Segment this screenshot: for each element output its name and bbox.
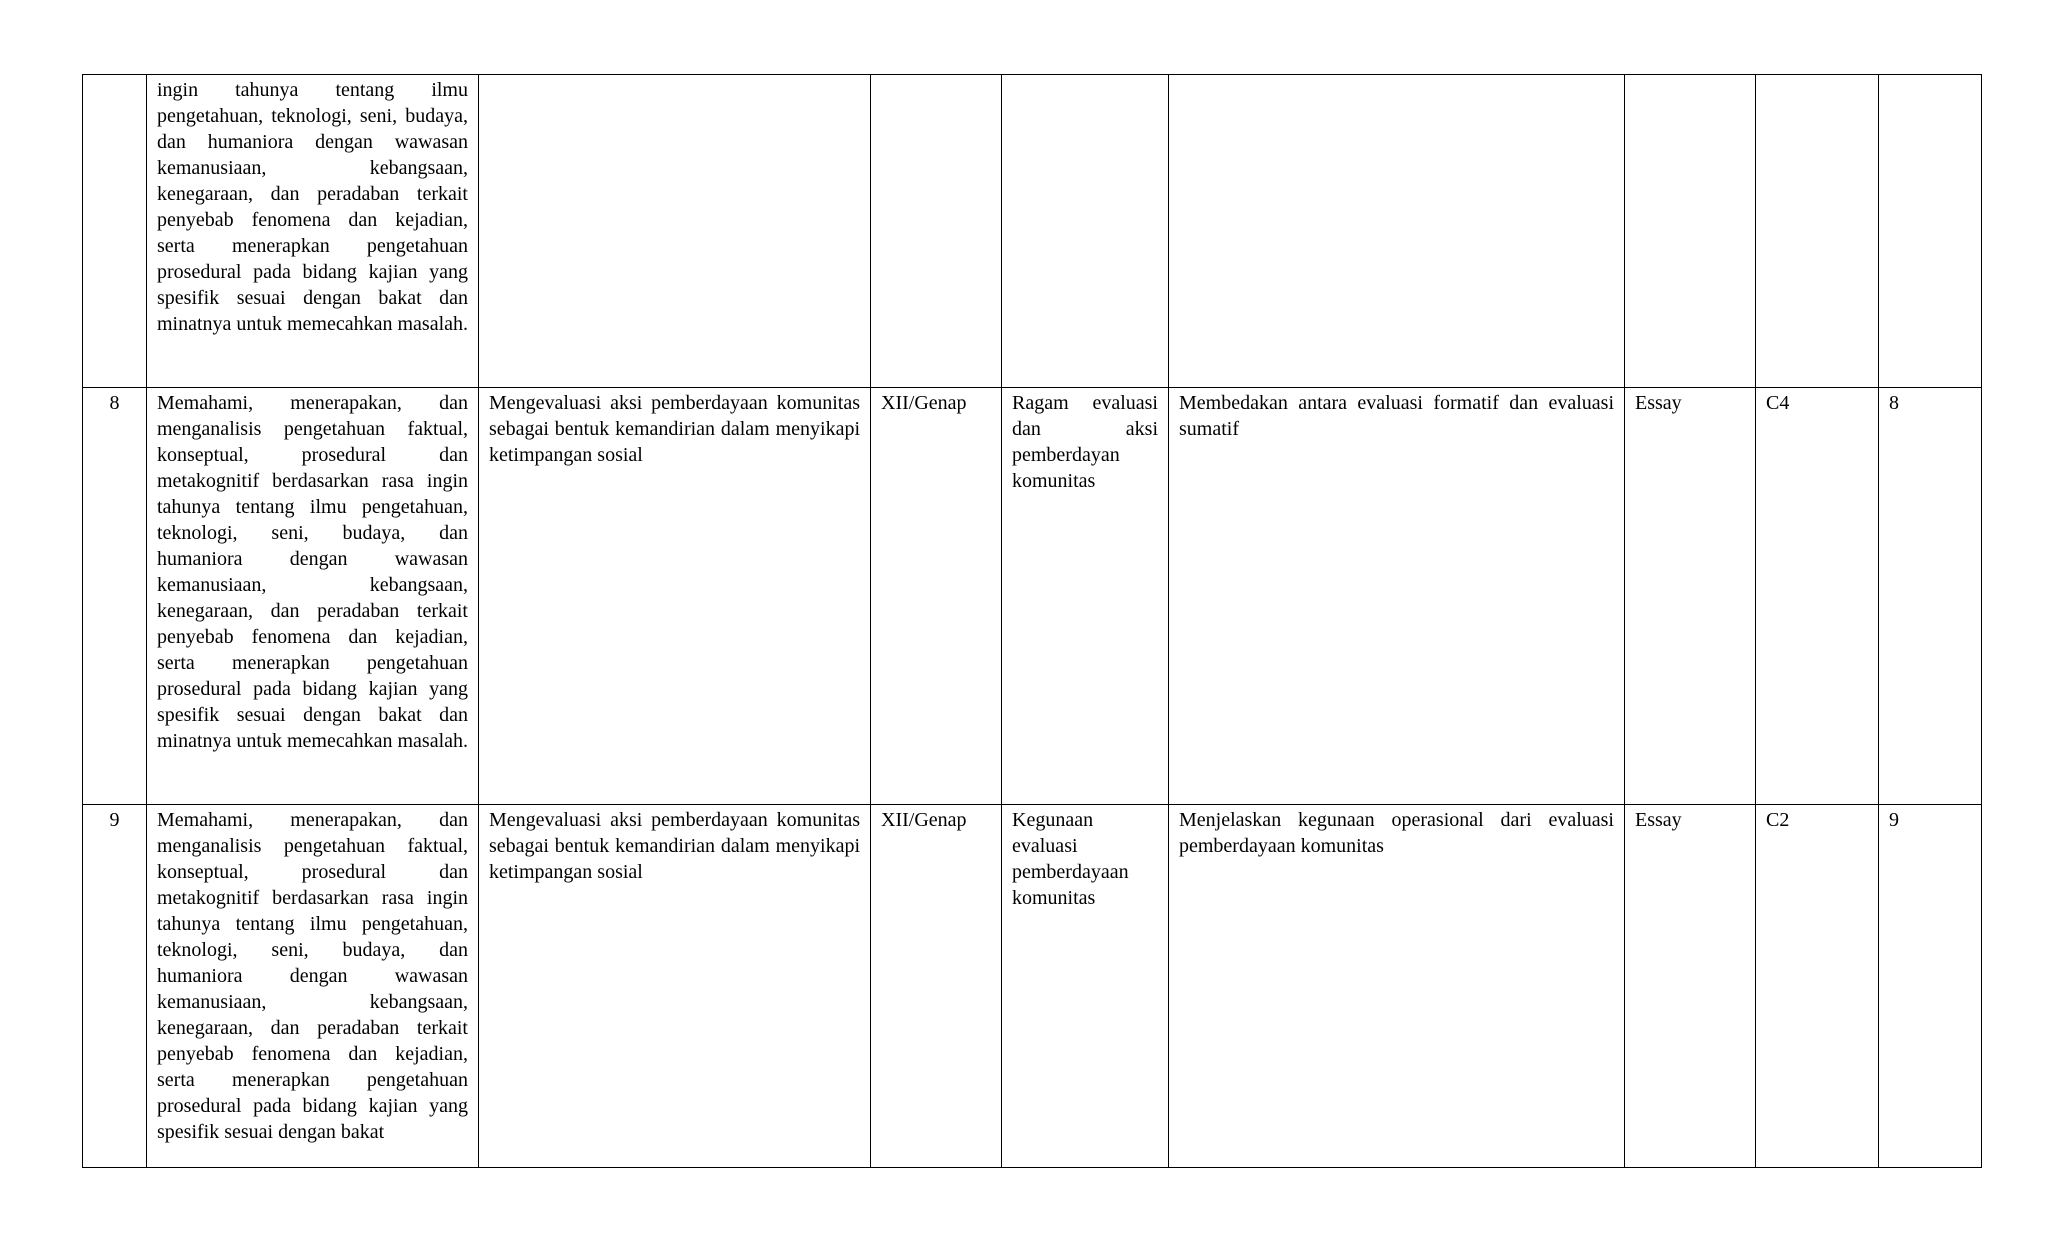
- cell-kompetensi: ingin tahunya tentang ilmu pengetahuan, teknologi, seni, budaya, dan humaniora dengan wawasan kemanusiaan, kebangsaan, kenegaraan, dan peradaban terkait penyebab fenomena dan kejadian, serta menerapkan pengetahuan prosedural pada bidang kajian yang spesifik sesuai dengan bakat dan minatnya untuk memecahkan masalah.: [147, 75, 479, 388]
- cell-materi: Kegunaan evaluasi pemberdayaan komunitas: [1002, 805, 1169, 1168]
- cell-bentuk-soal: Essay: [1625, 805, 1756, 1168]
- cell-no: 8: [83, 388, 147, 805]
- cell-kelas: XII/Genap: [871, 388, 1002, 805]
- table-row: [83, 805, 1982, 1168]
- cell-level: C4: [1756, 388, 1879, 805]
- cell-no: 9: [83, 805, 147, 1168]
- table-row: [83, 75, 1982, 388]
- cell-nomor-soal: [1879, 75, 1982, 388]
- cell-materi: [1002, 75, 1169, 388]
- cell-kompetensi: Memahami, menerapakan, dan menganalisis pengetahuan faktual, konseptual, prosedural dan metakognitif berdasarkan rasa ingin tahunya tentang ilmu pengetahuan, teknologi, seni, budaya, dan humaniora dengan wawasan kemanusiaan, kebangsaan, kenegaraan, dan peradaban terkait penyebab fenomena dan kejadian, serta menerapkan pengetahuan prosedural pada bidang kajian yang spesifik sesuai dengan bakat dan minatnya untuk memecahkan masalah.: [147, 388, 479, 805]
- kisi-kisi-table: [82, 74, 1982, 1168]
- cell-kompetensi: Memahami, menerapakan, dan menganalisis pengetahuan faktual, konseptual, prosedural dan metakognitif berdasarkan rasa ingin tahunya tentang ilmu pengetahuan, teknologi, seni, budaya, dan humaniora dengan wawasan kemanusiaan, kebangsaan, kenegaraan, dan peradaban terkait penyebab fenomena dan kejadian, serta menerapkan pengetahuan prosedural pada bidang kajian yang spesifik sesuai dengan bakat: [147, 805, 479, 1168]
- cell-kompetensi-dasar: [479, 75, 871, 388]
- cell-indikator: Membedakan antara evaluasi formatif dan evaluasi sumatif: [1169, 388, 1625, 805]
- cell-bentuk-soal: [1625, 75, 1756, 388]
- cell-materi: Ragam evaluasi dan aksi pemberdayan komunitas: [1002, 388, 1169, 805]
- table-row: [83, 388, 1982, 805]
- cell-nomor-soal: 8: [1879, 388, 1982, 805]
- cell-level: [1756, 75, 1879, 388]
- cell-bentuk-soal: Essay: [1625, 388, 1756, 805]
- cell-indikator: Menjelaskan kegunaan operasional dari evaluasi pemberdayaan komunitas: [1169, 805, 1625, 1168]
- cell-kelas: XII/Genap: [871, 805, 1002, 1168]
- cell-indikator: [1169, 75, 1625, 388]
- cell-kompetensi-dasar: Mengevaluasi aksi pemberdayaan komunitas sebagai bentuk kemandirian dalam menyikapi ketimpangan sosial: [479, 805, 871, 1168]
- cell-kompetensi-dasar: Mengevaluasi aksi pemberdayaan komunitas sebagai bentuk kemandirian dalam menyikapi ketimpangan sosial: [479, 388, 871, 805]
- cell-kelas: [871, 75, 1002, 388]
- cell-nomor-soal: 9: [1879, 805, 1982, 1168]
- cell-level: C2: [1756, 805, 1879, 1168]
- cell-no: [83, 75, 147, 388]
